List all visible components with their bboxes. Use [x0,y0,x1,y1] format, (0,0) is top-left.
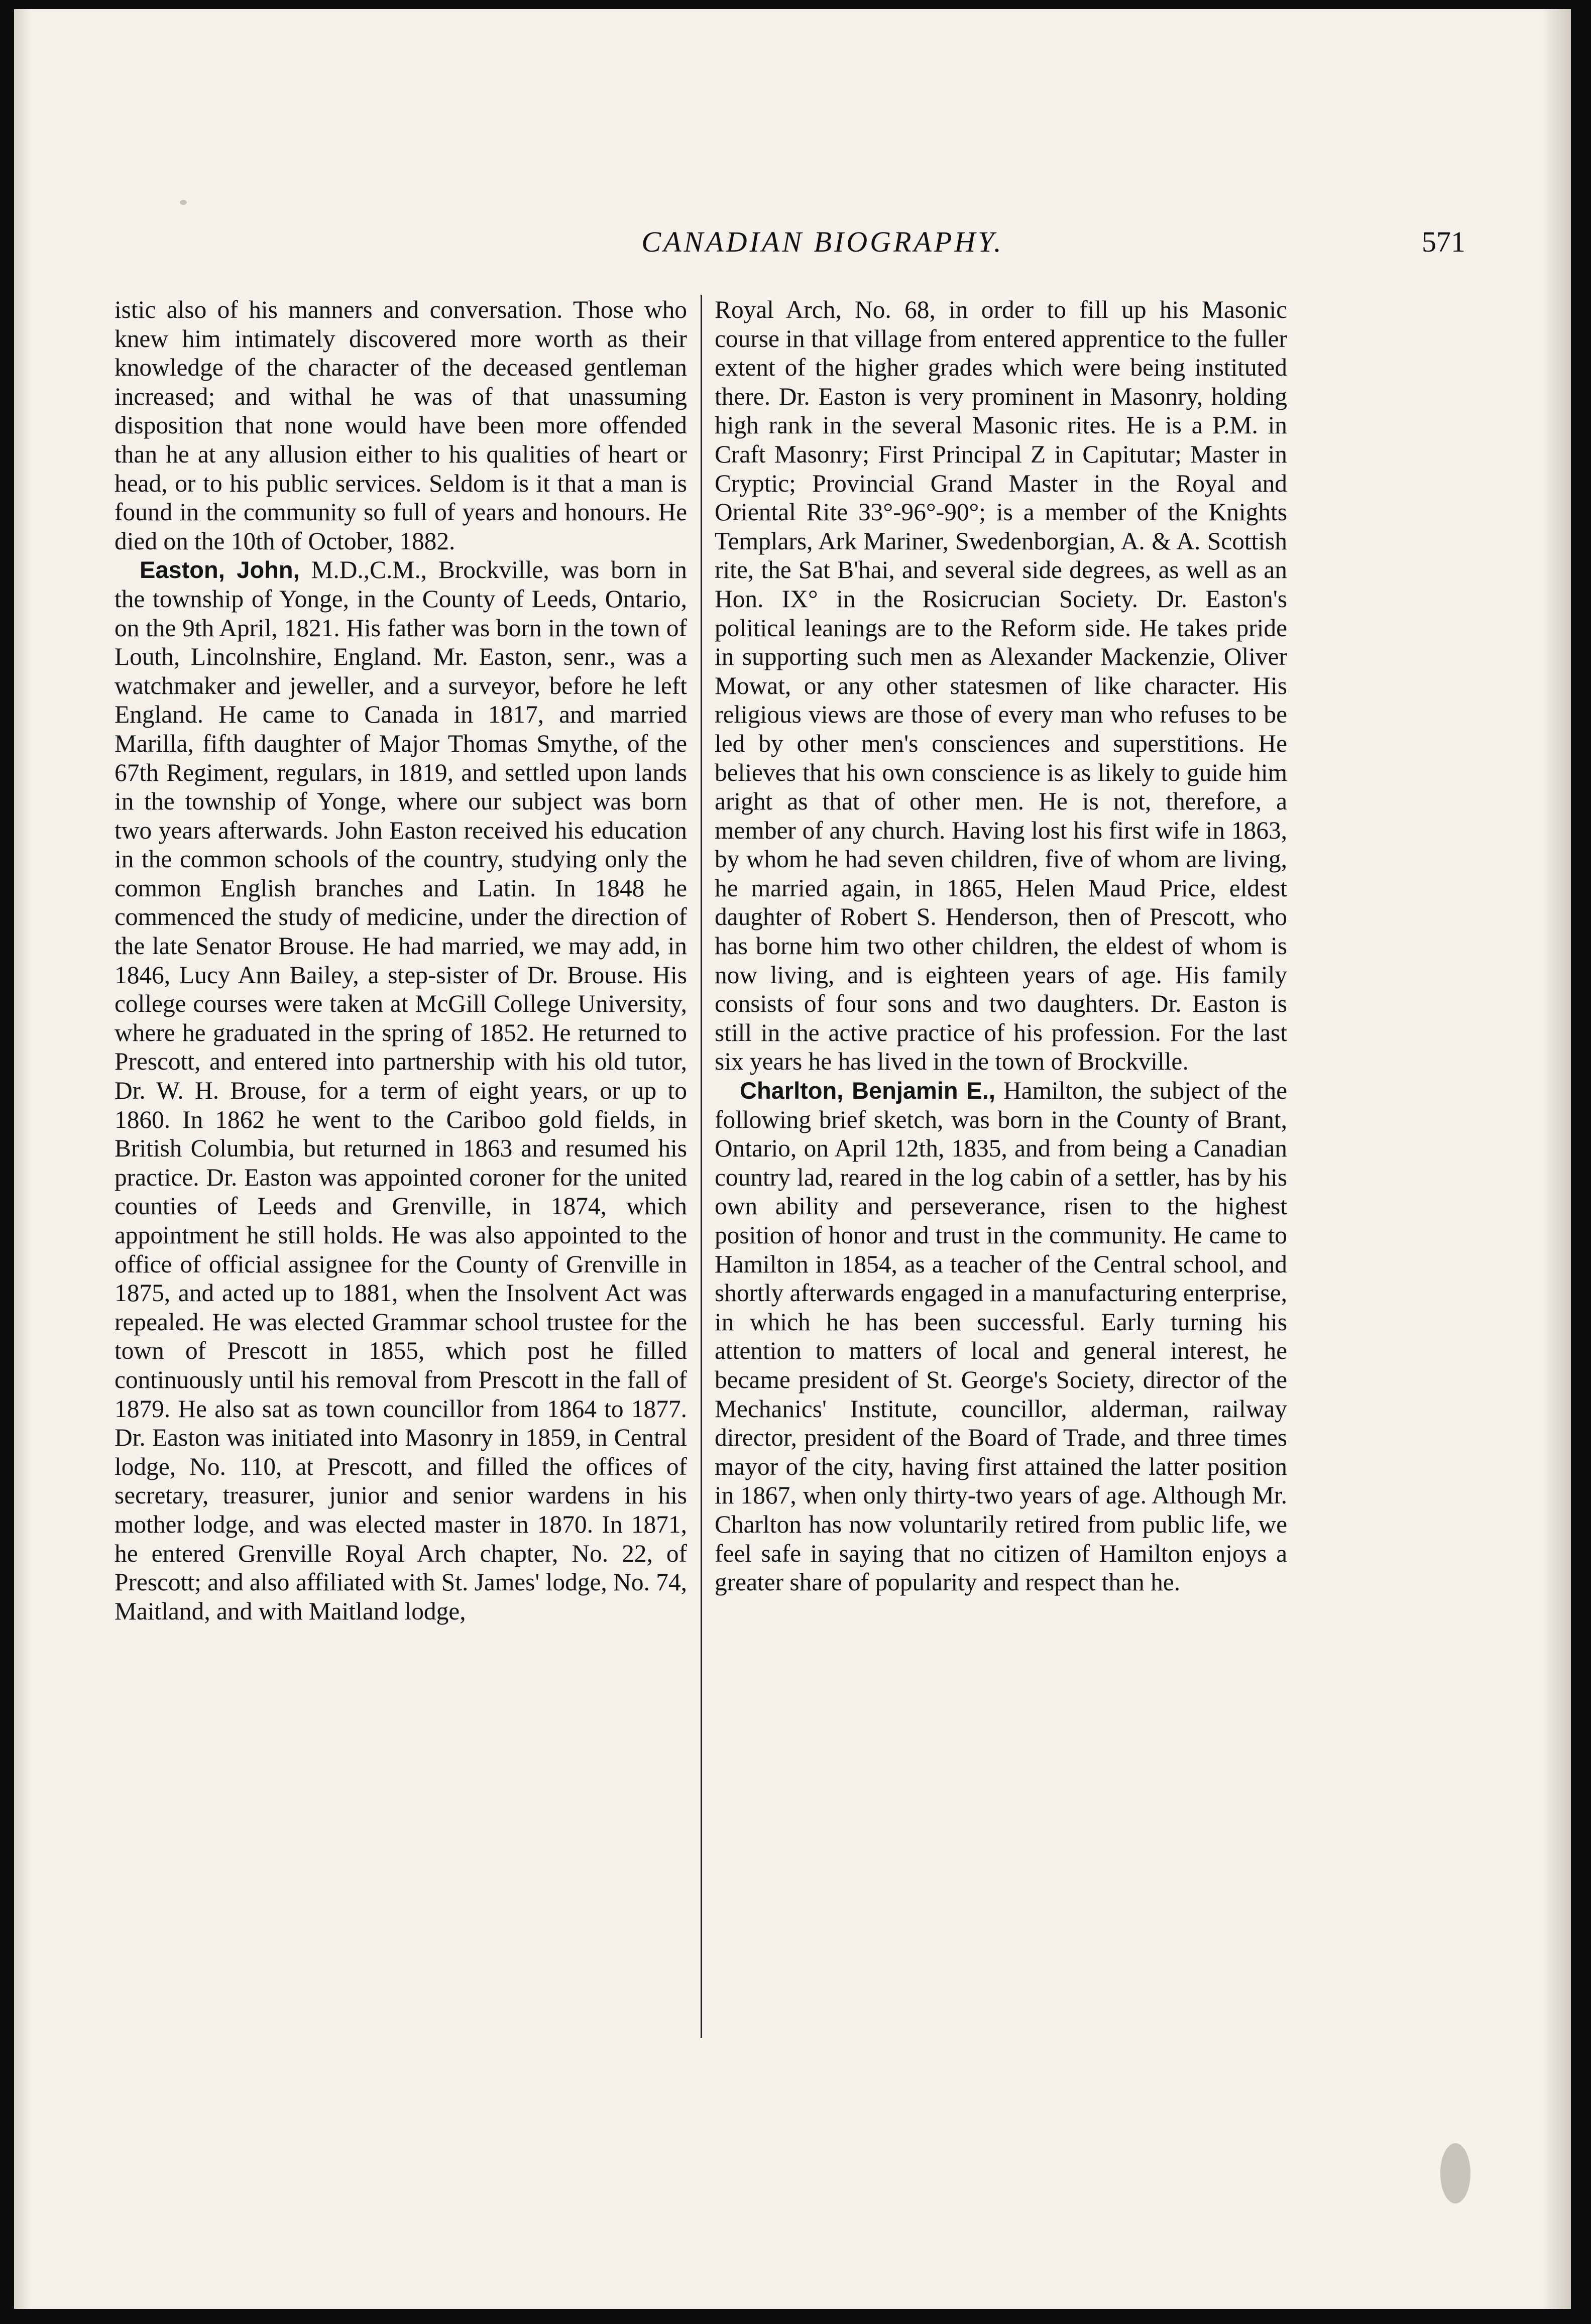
scan-smudge [180,200,187,205]
scanned-page [14,9,1571,2309]
paragraph-easton-continued: Royal Arch, No. 68, in order to fill up his Masonic course in that village from entered apprentice to the fuller extent of the higher grades which were being instituted there. Dr. Easton is very prominent in Masonry, holding high rank in the several Masonic rites. He is a P.M. in Craft Masonry; First Principal Z in Capitutar; Master in Cryptic; Provincial Grand Master in the Royal and Oriental Rite 33°-96°-90°; is a member of the Knights Templars, Ark Mariner, Swedenborgian, A. & A. Scottish rite, the Sat B'hai, and several side degrees, as well as an Hon. IX° in the Rosicrucian Society. Dr. Easton's political leanings are to the Reform side. He takes pride in supporting such men as Alexander Mackenzie, Oliver Mowat, or any other statesmen of like character. His religious views are those of every man who refuses to be led by other men's consciences and superstitions. He believes that his own conscience is as likely to guide him aright as that of other men. He is not, therefore, a member of any church. Having lost his first wife in 1863, by whom he had seven children, five of whom are living, he married again, in 1865, Helen Maud Price, eldest daughter of Robert S. Henderson, then of Prescott, who has borne him two other children, the eldest of whom is now living, and is eighteen years of age. His family consists of four sons and two daughters. Dr. Easton is still in the active practice of his profession. For the last six years he has lived in the town of Brockville. [715,296,1287,1076]
running-title: CANADIAN BIOGRAPHY. [641,225,1004,258]
paragraph-continuation: istic also of his manners and conversation. Those who knew him intimately discovered more worth as their knowledge of the character of the deceased gentleman increased; and withal he was of that unassuming disposition that none would have been more offended than he at any allusion either to his qualities of heart or head, or to his public services. Seldom is it that a man is found in the community so full of years and honours. He died on the 10th of October, 1882. [115,296,687,555]
page-edge-left [14,9,31,2309]
entry-text-easton: M.D.,C.M., Brockville, was born in the township of Yonge, in the County of Leeds, Ontario, on the 9th April, 1821. His father was born in the town of Louth, Lincolnshire, England. Mr. Easton, senr., was a watchmaker and jeweller, and a surveyor, before he left England. He came to Canada in 1817, and married Marilla, fifth daughter of Major Thomas Smythe, of the 67th Regiment, regulars, in 1819, and settled upon lands in the township of Yonge, where our subject was born two years afterwards. John Easton received his education in the common schools of the country, studying only the common English branches and Latin. In 1848 he commenced the study of medicine, under the direction of the late Senator Brouse. He had married, we may add, in 1846, Lucy Ann Bailey, a step-sister of Dr. Brouse. His college courses were taken at McGill College University, where he graduated in the spring of 1852. He returned to Prescott, and entered into partnership with his old tutor, Dr. W. H. Brouse, for a term of eight years, or up to 1860. In 1862 he went to the Cariboo gold fields, in British Columbia, but returned in 1863 and resumed his practice. Dr. Easton was appointed coroner for the united counties of Leeds and Grenville, in 1874, which appointment he still holds. He was also appointed to the office of official assignee for the County of Grenville in 1875, and acted up to 1881, when the Insolvent Act was repealed. He was elected Grammar school trustee for the town of Prescott in 1855, which post he filled continuously until his removal from Prescott in the fall of 1879. He also sat as town councillor from 1864 to 1877. Dr. Easton was initiated into Masonry in 1859, in Central lodge, No. 110, at Prescott, and filled the offices of secretary, treasurer, junior and senior wardens in his mother lodge, and was elected master in 1870. In 1871, he entered Grenville Royal Arch chapter, No. 22, of Prescott; and also affiliated with St. James' lodge, No. 74, Maitland, and with Maitland lodge, [115,556,687,1625]
right-column [715,295,1287,1597]
entry-name-easton: Easton, John, [140,556,300,584]
page-number: 571 [1422,225,1465,258]
entry-name-charlton: Charlton, Benjamin E., [740,1077,995,1104]
entry-text-charlton: Hamilton, the subject of the following brief sketch, was born in the County of Brant, Ontario, on April 12th, 1835, and from being a Canadian country lad, reared in the log cabin of a settler, has by his own ability and perseverance, risen to the highest position of honor and trust in the community. He came to Hamilton in 1854, as a teacher of the Central school, and shortly afterwards engaged in a manufacturing enterprise, in which he has been successful. Early turning his attention to matters of local and general interest, he became president of St. George's Society, director of the Mechanics' Institute, councillor, alderman, railway director, president of the Board of Trade, and three times mayor of the city, having first attained the latter position in 1867, when only thirty-two years of age. Although Mr. Charlton has now voluntarily retired from public life, we feel safe in saying that no citizen of Hamilton enjoys a greater share of popularity and respect than he. [715,1077,1287,1596]
entry-easton [115,555,687,1625]
scan-smudge [1440,2143,1470,2203]
left-column [115,295,687,1625]
page-edge-right [1541,9,1571,2309]
column-divider [701,295,702,2038]
page-header [135,225,1511,275]
entry-charlton [715,1076,1287,1597]
